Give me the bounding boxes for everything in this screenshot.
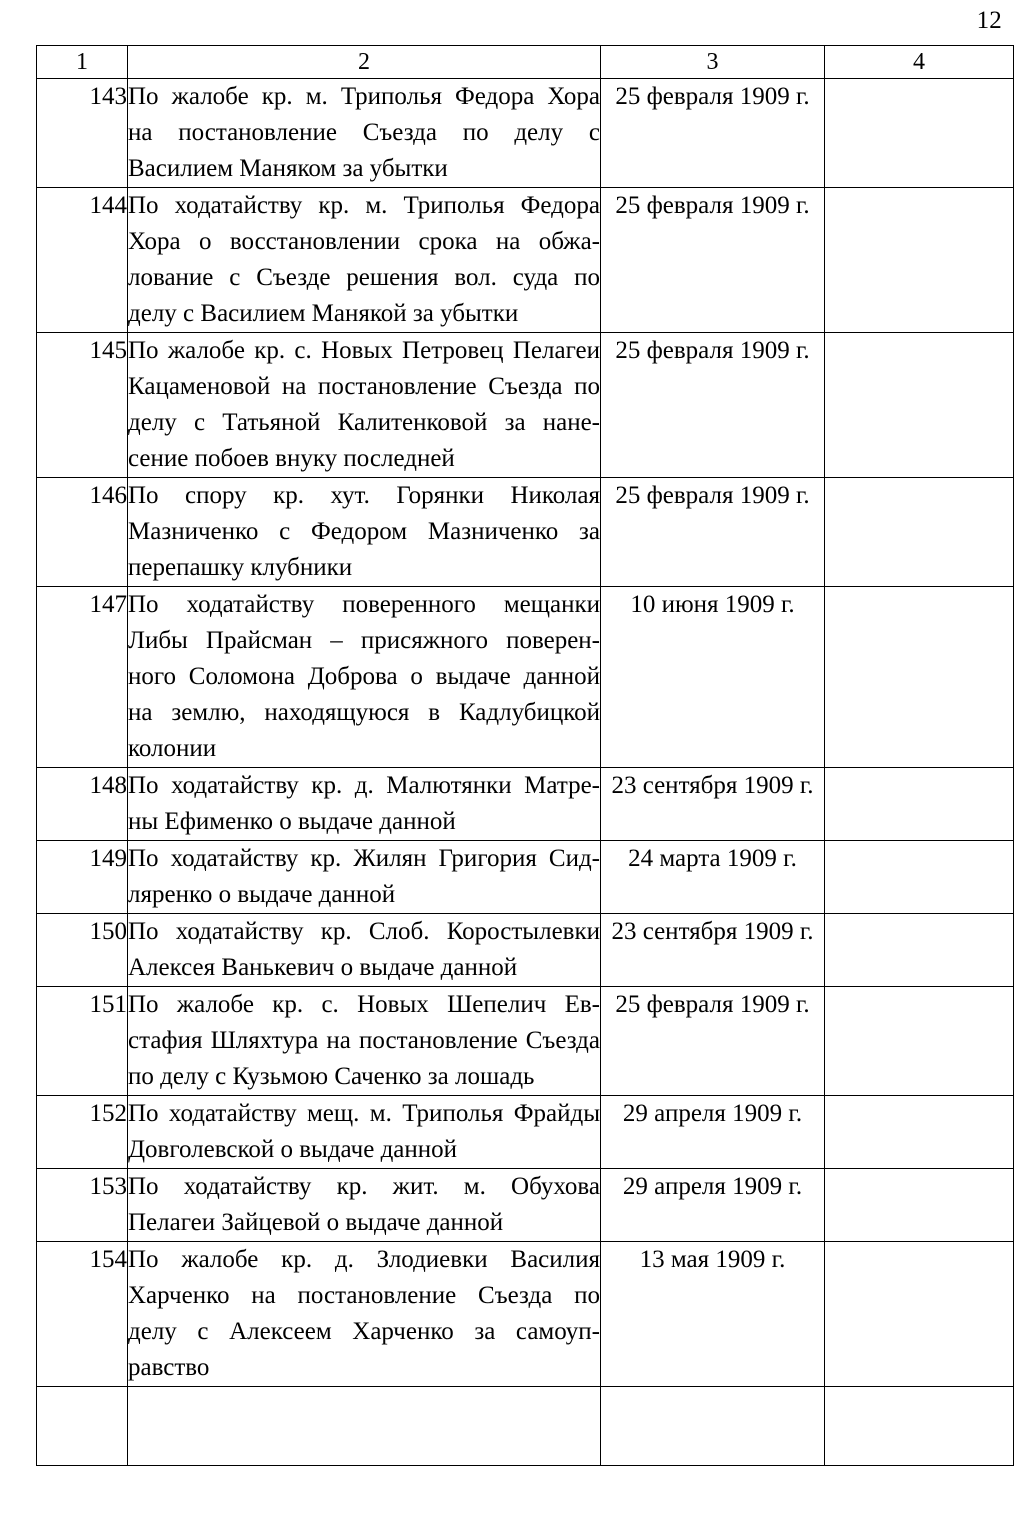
register-table bbox=[36, 45, 1014, 1466]
notes bbox=[825, 478, 1014, 587]
notes bbox=[825, 587, 1014, 768]
case-description bbox=[128, 841, 601, 914]
case-description-line: По ходатайству кр. д. Малютянки Матре- bbox=[128, 772, 600, 799]
case-description bbox=[128, 79, 601, 188]
case-description bbox=[128, 188, 601, 333]
column-header-4: 4 bbox=[825, 46, 1014, 79]
column-header-2: 2 bbox=[128, 46, 601, 79]
case-description-line: Мазниченко с Федором Мазниченко за bbox=[128, 518, 600, 545]
case-description-line: Хора о восстановлении срока на обжа- bbox=[128, 228, 600, 255]
decision-date: 29 апреля 1909 г. bbox=[601, 1096, 825, 1169]
entry-number: 143 bbox=[37, 79, 128, 188]
table-filler-cell bbox=[128, 1387, 601, 1466]
notes bbox=[825, 987, 1014, 1096]
decision-date: 29 апреля 1909 г. bbox=[601, 1169, 825, 1242]
entry-number: 149 bbox=[37, 841, 128, 914]
case-description-line: Пелагеи Зайцевой о выдаче данной bbox=[128, 1209, 504, 1236]
notes bbox=[825, 768, 1014, 841]
table-row bbox=[37, 841, 1014, 914]
notes bbox=[825, 914, 1014, 987]
decision-date: 25 февраля 1909 г. bbox=[601, 79, 825, 188]
table-row bbox=[37, 188, 1014, 333]
table-filler-cell bbox=[825, 1387, 1014, 1466]
case-description-line: Довголевской о выдаче данной bbox=[128, 1136, 458, 1163]
entry-number: 148 bbox=[37, 768, 128, 841]
decision-date: 25 февраля 1909 г. bbox=[601, 333, 825, 478]
case-description-line: на постановление Съезда по делу с bbox=[128, 119, 600, 146]
table-row bbox=[37, 587, 1014, 768]
column-header-1: 1 bbox=[37, 46, 128, 79]
case-description-line: По ходатайству кр. жит. м. Обухова bbox=[128, 1173, 600, 1200]
case-description bbox=[128, 768, 601, 841]
case-description-line: перепашку клубники bbox=[128, 554, 353, 581]
case-description-line: По жалобе кр. д. Злодиевки Василия bbox=[128, 1246, 600, 1273]
table-row bbox=[37, 478, 1014, 587]
notes bbox=[825, 79, 1014, 188]
case-description bbox=[128, 1242, 601, 1387]
case-description-line: ляренко о выдаче данной bbox=[128, 881, 396, 908]
case-description-line: Либы Прайсман – присяжного поверен- bbox=[128, 627, 600, 654]
case-description-line: По ходатайству поверенного мещанки bbox=[128, 591, 600, 618]
notes bbox=[825, 1169, 1014, 1242]
entry-number: 150 bbox=[37, 914, 128, 987]
entry-number: 152 bbox=[37, 1096, 128, 1169]
case-description-line: ного Соломона Доброва о выдаче данной bbox=[128, 663, 600, 690]
table-row bbox=[37, 1169, 1014, 1242]
notes bbox=[825, 333, 1014, 478]
table-row bbox=[37, 914, 1014, 987]
entry-number: 153 bbox=[37, 1169, 128, 1242]
decision-date: 25 февраля 1909 г. bbox=[601, 478, 825, 587]
decision-date: 25 февраля 1909 г. bbox=[601, 987, 825, 1096]
case-description-line: По жалобе кр. м. Триполья Федора Хора bbox=[128, 83, 600, 110]
case-description-line: равство bbox=[128, 1354, 210, 1381]
notes bbox=[825, 841, 1014, 914]
decision-date: 23 сентября 1909 г. bbox=[601, 914, 825, 987]
case-description-line: делу с Татьяной Калитенковой за нане- bbox=[128, 409, 600, 436]
case-description-line: Алексея Ванькевич о выдаче данной bbox=[128, 954, 518, 981]
case-description-line: по делу с Кузьмою Саченко за лошадь bbox=[128, 1063, 535, 1090]
case-description-line: По жалобе кр. с. Новых Петровец Пелагеи bbox=[128, 337, 600, 364]
case-description bbox=[128, 587, 601, 768]
entry-number: 146 bbox=[37, 478, 128, 587]
column-header-3: 3 bbox=[601, 46, 825, 79]
case-description-line: лование с Съезде решения вол. суда по bbox=[128, 264, 600, 291]
table-filler-cell bbox=[37, 1387, 128, 1466]
entry-number: 147 bbox=[37, 587, 128, 768]
case-description-line: По ходатайству кр. Жилян Григория Сид- bbox=[128, 845, 600, 872]
table-filler-cell bbox=[601, 1387, 825, 1466]
table-row bbox=[37, 333, 1014, 478]
table-row bbox=[37, 1096, 1014, 1169]
case-description-line: стафия Шляхтура на постановление Съезда bbox=[128, 1027, 600, 1054]
case-description-line: Василием Маняком за убытки bbox=[128, 155, 448, 182]
notes bbox=[825, 1242, 1014, 1387]
case-description-line: делу с Алексеем Харченко за самоуп- bbox=[128, 1318, 600, 1345]
decision-date: 13 мая 1909 г. bbox=[601, 1242, 825, 1387]
case-description bbox=[128, 1096, 601, 1169]
entry-number: 154 bbox=[37, 1242, 128, 1387]
page-number: 12 bbox=[976, 7, 1002, 34]
case-description-line: По ходатайству мещ. м. Триполья Фрайды bbox=[128, 1100, 600, 1127]
column-number-row bbox=[37, 46, 1014, 79]
table-row bbox=[37, 1242, 1014, 1387]
case-description-line: на землю, находящуюся в Кадлубицкой bbox=[128, 699, 600, 726]
case-description bbox=[128, 333, 601, 478]
table-row bbox=[37, 79, 1014, 188]
case-description-line: Кацаменовой на постановление Съезда по bbox=[128, 373, 600, 400]
case-description-line: По ходатайству кр. Слоб. Коростылевки bbox=[128, 918, 600, 945]
notes bbox=[825, 1096, 1014, 1169]
table-filler-row bbox=[37, 1387, 1014, 1466]
case-description-line: ны Ефименко о выдаче данной bbox=[128, 808, 456, 835]
case-description-line: По спору кр. хут. Горянки Николая bbox=[128, 482, 600, 509]
table-row bbox=[37, 987, 1014, 1096]
case-description-line: По жалобе кр. с. Новых Шепелич Ев- bbox=[128, 991, 600, 1018]
case-description-line: колонии bbox=[128, 735, 217, 762]
case-description-line: По ходатайству кр. м. Триполья Федора bbox=[128, 192, 600, 219]
case-description bbox=[128, 478, 601, 587]
case-description bbox=[128, 987, 601, 1096]
table-row bbox=[37, 768, 1014, 841]
decision-date: 23 сентября 1909 г. bbox=[601, 768, 825, 841]
decision-date: 25 февраля 1909 г. bbox=[601, 188, 825, 333]
entry-number: 151 bbox=[37, 987, 128, 1096]
notes bbox=[825, 188, 1014, 333]
case-description-line: делу с Василием Манякой за убытки bbox=[128, 300, 519, 327]
decision-date: 10 июня 1909 г. bbox=[601, 587, 825, 768]
case-description-line: сение побоев внуку последней bbox=[128, 445, 455, 472]
case-description bbox=[128, 914, 601, 987]
case-description bbox=[128, 1169, 601, 1242]
register-table-body bbox=[37, 79, 1014, 1466]
entry-number: 145 bbox=[37, 333, 128, 478]
entry-number: 144 bbox=[37, 188, 128, 333]
case-description-line: Харченко на постановление Съезда по bbox=[128, 1282, 600, 1309]
decision-date: 24 марта 1909 г. bbox=[601, 841, 825, 914]
